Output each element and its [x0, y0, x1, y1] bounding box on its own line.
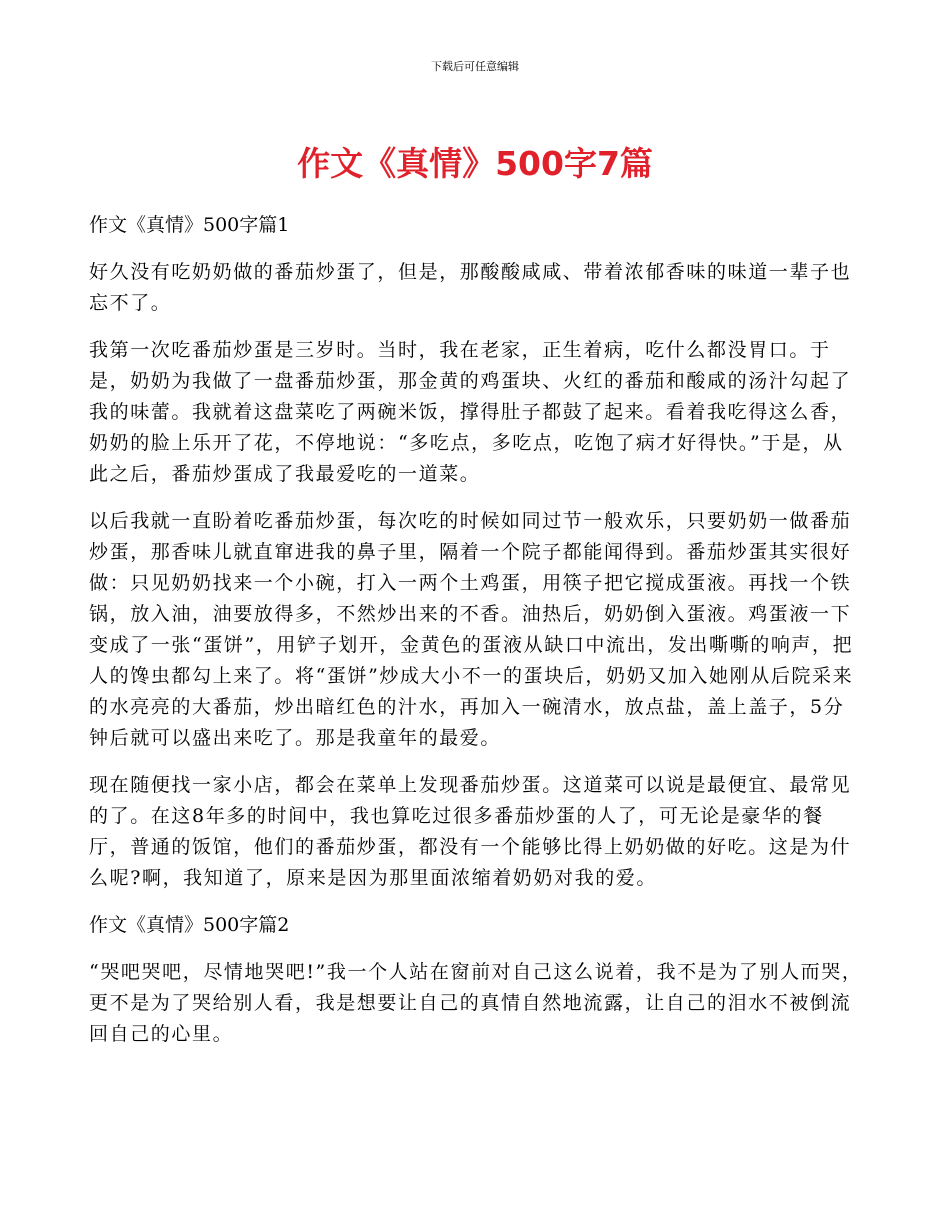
paragraph: 现在随便找一家小店，都会在菜单上发现番茄炒蛋。这道菜可以说是最便宜、最常见的了。在这8年多的时间中，我也算吃过很多番茄炒蛋的人了，可无论是豪华的餐厅，普通的饭馆，他们的番茄炒蛋，都没有一个能够比得上奶奶做的好吃。这是为什么呢?啊，我知道了，原来是因为那里面浓缩着奶奶对我的爱。 [89, 774, 852, 889]
paragraph: 好久没有吃奶奶做的番茄炒蛋了，但是，那酸酸咸咸、带着浓郁香味的味道一辈子也忘不了。 [89, 261, 852, 314]
essay-section-2 [89, 910, 863, 1050]
document-body [89, 210, 863, 1066]
paragraph: 我第一次吃番茄炒蛋是三岁时。当时，我在老家，正生着病，吃什么都没胃口。于是，奶奶为我做了一盘番茄炒蛋，那金黄的鸡蛋块、火红的番茄和酸咸的汤汁勾起了我的味蕾。我就着这盘菜吃了两碗米饭，撑得肚子都鼓了起来。看着我吃得这么香，奶奶的脸上乐开了花，不停地说：“多吃点，多吃点，吃饱了病才好得快。”于是，从此之后，番茄炒蛋成了我最爱吃的一道菜。 [89, 339, 852, 485]
paragraph: “哭吧哭吧，尽情地哭吧!”我一个人站在窗前对自己这么说着，我不是为了别人而哭，更不是为了哭给别人看，我是想要让自己的真情自然地流露，让自己的泪水不被倒流回自己的心里。 [89, 961, 863, 1045]
header-note: 下载后可任意编辑 [431, 60, 519, 73]
section-heading: 作文《真情》500字篇1 [89, 214, 290, 236]
document-title: 作文《真情》500字7篇 [297, 144, 653, 183]
section-heading: 作文《真情》500字篇2 [89, 914, 290, 936]
paragraph: 以后我就一直盼着吃番茄炒蛋，每次吃的时候如同过节一般欢乐，只要奶奶一做番茄炒蛋，那香味儿就直窜进我的鼻子里，隔着一个院子都能闻得到。番茄炒蛋其实很好做：只见奶奶找来一个小碗，打入一两个土鸡蛋，用筷子把它搅成蛋液。再找一个铁锅，放入油，油要放得多，不然炒出来的不香。油热后，奶奶倒入蛋液。鸡蛋液一下变成了一张“蛋饼”，用铲子划开，金黄色的蛋液从缺口中流出，发出嘶嘶的响声，把人的馋虫都勾上来了。将“蛋饼”炒成大小不一的蛋块后，奶奶又加入她刚从后院采来的水亮亮的大番茄，炒出暗红色的汁水，再加入一碗清水，放点盐，盖上盖子，5分钟后就可以盛出来吃了。那是我童年的最爱。 [89, 510, 854, 749]
essay-section-1 [89, 210, 863, 894]
